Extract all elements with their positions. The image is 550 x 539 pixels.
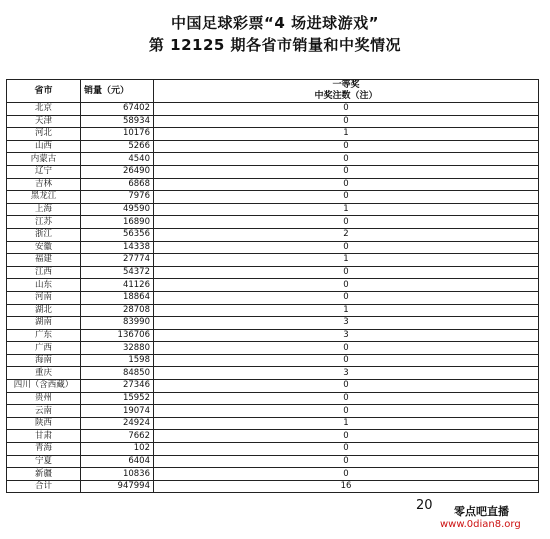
cell-sales: 1598 bbox=[81, 354, 154, 367]
cell-sales: 56356 bbox=[81, 228, 154, 241]
cell-wins: 0 bbox=[154, 241, 539, 254]
cell-wins: 1 bbox=[154, 254, 539, 267]
table-row bbox=[7, 178, 539, 191]
cell-wins: 0 bbox=[154, 103, 539, 116]
cell-wins: 0 bbox=[154, 291, 539, 304]
cell-province: 福建 bbox=[7, 254, 81, 267]
table-row bbox=[7, 191, 539, 204]
cell-province: 黑龙江 bbox=[7, 191, 81, 204]
cell-sales: 7976 bbox=[81, 191, 154, 204]
cell-wins: 3 bbox=[154, 367, 539, 380]
table-row bbox=[7, 455, 539, 468]
cell-wins: 0 bbox=[154, 342, 539, 355]
header-province: 省市 bbox=[7, 80, 81, 103]
cell-wins: 0 bbox=[154, 279, 539, 292]
table-body bbox=[7, 103, 539, 493]
cell-wins: 0 bbox=[154, 380, 539, 393]
table-row bbox=[7, 317, 539, 330]
cell-wins: 0 bbox=[154, 430, 539, 443]
cell-province: 宁夏 bbox=[7, 455, 81, 468]
table-row bbox=[7, 115, 539, 128]
cell-sales: 19074 bbox=[81, 405, 154, 418]
cell-sales: 18864 bbox=[81, 291, 154, 304]
cell-sales: 26490 bbox=[81, 165, 154, 178]
cell-province: 河南 bbox=[7, 291, 81, 304]
cell-sales: 54372 bbox=[81, 266, 154, 279]
cell-province: 甘肃 bbox=[7, 430, 81, 443]
cell-sales: 6868 bbox=[81, 178, 154, 191]
table-row bbox=[7, 392, 539, 405]
cell-sales: 32880 bbox=[81, 342, 154, 355]
cell-wins: 3 bbox=[154, 317, 539, 330]
cell-province: 江西 bbox=[7, 266, 81, 279]
cell-sales: 58934 bbox=[81, 115, 154, 128]
cell-sales: 67402 bbox=[81, 103, 154, 116]
table-total-row bbox=[7, 480, 539, 493]
cell-wins: 0 bbox=[154, 115, 539, 128]
cell-sales: 14338 bbox=[81, 241, 154, 254]
cell-wins: 0 bbox=[154, 140, 539, 153]
cell-wins: 1 bbox=[154, 128, 539, 141]
cell-province: 陕西 bbox=[7, 417, 81, 430]
table-row bbox=[7, 405, 539, 418]
cell-sales: 947994 bbox=[81, 480, 154, 493]
cell-province: 重庆 bbox=[7, 367, 81, 380]
table-row bbox=[7, 354, 539, 367]
cell-province: 天津 bbox=[7, 115, 81, 128]
cell-sales: 102 bbox=[81, 443, 154, 456]
header-sales: 销量（元） bbox=[81, 80, 154, 103]
header-prize-level: 一等奖 bbox=[332, 80, 360, 90]
cell-sales: 28708 bbox=[81, 304, 154, 317]
header-wins bbox=[154, 80, 539, 103]
cell-province: 湖北 bbox=[7, 304, 81, 317]
header-prize-count: 中奖注数（注） bbox=[314, 91, 378, 101]
sales-table bbox=[6, 79, 539, 493]
cell-wins: 1 bbox=[154, 304, 539, 317]
table-row bbox=[7, 254, 539, 267]
table-row bbox=[7, 228, 539, 241]
cell-province: 辽宁 bbox=[7, 165, 81, 178]
cell-province: 内蒙古 bbox=[7, 153, 81, 166]
cell-sales: 24924 bbox=[81, 417, 154, 430]
cell-sales: 136706 bbox=[81, 329, 154, 342]
page-title: 中国足球彩票“4 场进球游戏” bbox=[171, 14, 379, 32]
cell-province: 海南 bbox=[7, 354, 81, 367]
cell-sales: 6404 bbox=[81, 455, 154, 468]
cell-wins: 0 bbox=[154, 405, 539, 418]
table-row bbox=[7, 279, 539, 292]
cell-province: 浙江 bbox=[7, 228, 81, 241]
table-row bbox=[7, 380, 539, 393]
cell-wins: 1 bbox=[154, 203, 539, 216]
cell-wins: 0 bbox=[154, 266, 539, 279]
cell-province: 北京 bbox=[7, 103, 81, 116]
cell-province: 上海 bbox=[7, 203, 81, 216]
cell-province: 安徽 bbox=[7, 241, 81, 254]
table-row bbox=[7, 241, 539, 254]
cell-province: 云南 bbox=[7, 405, 81, 418]
table-row bbox=[7, 329, 539, 342]
table-row bbox=[7, 342, 539, 355]
table-row bbox=[7, 430, 539, 443]
cell-province: 四川（含西藏） bbox=[7, 380, 81, 393]
cell-sales: 10836 bbox=[81, 468, 154, 481]
cell-sales: 10176 bbox=[81, 128, 154, 141]
cell-sales: 49590 bbox=[81, 203, 154, 216]
cell-wins: 1 bbox=[154, 417, 539, 430]
table-header-row bbox=[7, 80, 539, 103]
cell-province: 广西 bbox=[7, 342, 81, 355]
cell-wins: 0 bbox=[154, 392, 539, 405]
cell-wins: 0 bbox=[154, 455, 539, 468]
cell-wins: 16 bbox=[154, 480, 539, 493]
cell-province: 吉林 bbox=[7, 178, 81, 191]
cell-province: 合计 bbox=[7, 480, 81, 493]
cell-wins: 0 bbox=[154, 178, 539, 191]
cell-wins: 0 bbox=[154, 216, 539, 229]
cell-wins: 0 bbox=[154, 443, 539, 456]
cell-wins: 0 bbox=[154, 468, 539, 481]
cell-wins: 0 bbox=[154, 354, 539, 367]
cell-province: 湖南 bbox=[7, 317, 81, 330]
cell-sales: 4540 bbox=[81, 153, 154, 166]
table-row bbox=[7, 304, 539, 317]
table-row bbox=[7, 291, 539, 304]
table-row bbox=[7, 417, 539, 430]
cell-wins: 3 bbox=[154, 329, 539, 342]
cell-province: 青海 bbox=[7, 443, 81, 456]
table-row bbox=[7, 128, 539, 141]
cell-province: 贵州 bbox=[7, 392, 81, 405]
table-row bbox=[7, 216, 539, 229]
table-row bbox=[7, 153, 539, 166]
table-row bbox=[7, 468, 539, 481]
table-row bbox=[7, 443, 539, 456]
cell-sales: 27346 bbox=[81, 380, 154, 393]
cell-province: 山西 bbox=[7, 140, 81, 153]
table-row bbox=[7, 266, 539, 279]
cell-sales: 5266 bbox=[81, 140, 154, 153]
watermark-url: www.0dian8.org bbox=[440, 519, 521, 530]
cell-sales: 41126 bbox=[81, 279, 154, 292]
watermark-name: 零点吧直播 bbox=[454, 505, 509, 518]
cell-sales: 15952 bbox=[81, 392, 154, 405]
cell-wins: 2 bbox=[154, 228, 539, 241]
cell-wins: 0 bbox=[154, 153, 539, 166]
cell-sales: 27774 bbox=[81, 254, 154, 267]
cell-province: 江苏 bbox=[7, 216, 81, 229]
cell-sales: 16890 bbox=[81, 216, 154, 229]
cell-province: 广东 bbox=[7, 329, 81, 342]
cell-sales: 7662 bbox=[81, 430, 154, 443]
table-row bbox=[7, 165, 539, 178]
cell-wins: 0 bbox=[154, 191, 539, 204]
cell-wins: 0 bbox=[154, 165, 539, 178]
cell-province: 新疆 bbox=[7, 468, 81, 481]
table-row bbox=[7, 203, 539, 216]
table-row bbox=[7, 103, 539, 116]
page-subtitle: 第 12125 期各省市销量和中奖情况 bbox=[148, 36, 402, 54]
cell-sales: 84850 bbox=[81, 367, 154, 380]
cell-province: 山东 bbox=[7, 279, 81, 292]
page-number: 20 bbox=[416, 498, 433, 513]
table-row bbox=[7, 367, 539, 380]
table-row bbox=[7, 140, 539, 153]
cell-province: 河北 bbox=[7, 128, 81, 141]
cell-sales: 83990 bbox=[81, 317, 154, 330]
